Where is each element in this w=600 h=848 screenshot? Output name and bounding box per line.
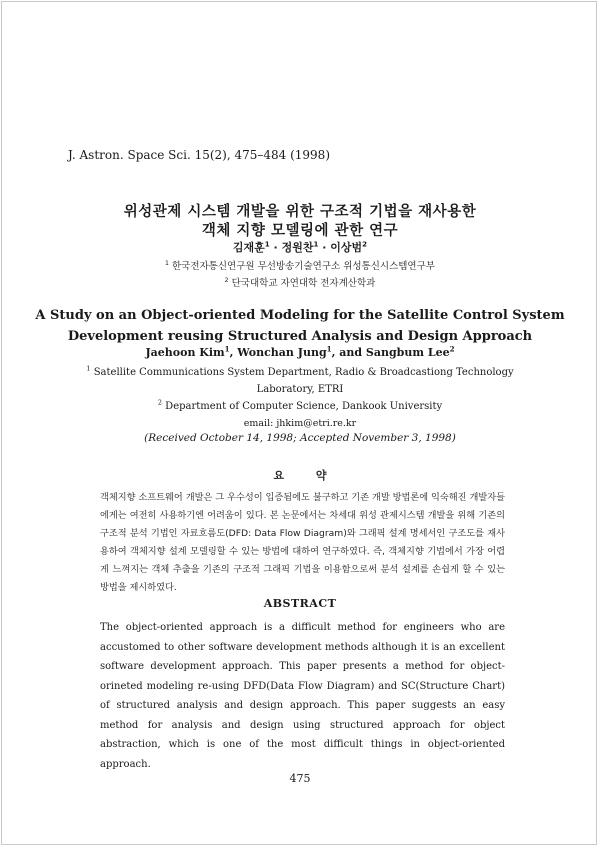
english-author-name: Wonchan Jung (237, 346, 327, 359)
english-abstract: The object-oriented approach is a difficult method for engineers who are accustomed to other software development methods although it is an excellent software development approach. This paper presents a method for object-orineted modeling re-using DFD(Data Flow Diagram) and SC(Structure Chart) of structured analysis and design approach. This paper suggests an easy method for analysis and design using structured approach for object abstraction, which is one of the most difficult things in object-oriented approach. (100, 622, 505, 770)
affiliation-marker: 1 (313, 239, 319, 249)
affiliation-marker: 2 (449, 344, 455, 354)
received-dates: (Received October 14, 1998; Accepted November 3, 1998) (144, 432, 456, 444)
english-title-line-1: A Study on an Object-oriented Modeling for the Satellite Control System (35, 308, 565, 323)
journal-citation: J. Astron. Space Sci. 15(2), 475–484 (1998) (68, 148, 330, 162)
affiliation-text: 단국대학교 자연대학 전자계산학과 (231, 278, 376, 289)
author-email: email: jhkim@etri.re.kr (243, 418, 357, 429)
korean-author-name: 정원찬 (281, 241, 314, 254)
affiliation-marker: 2 (224, 276, 229, 284)
korean-title-line-1: 위성관제 시스템 개발을 위한 구조적 기법을 재사용한 (123, 204, 477, 220)
english-author-name: Jaehoon Kim (145, 346, 225, 359)
affiliation-marker: 1 (264, 239, 270, 249)
korean-abstract: 객체지향 소프트웨어 개발은 그 우수성이 입증됨에도 불구하고 기존 개발 방법론에 익숙해진 개발자들에게는 여전히 사용하기엔 어려움이 있다. 본 논문에서는 차세대 위성 관제시스템 개발을 위해 기존의 구조적 분석 기법인 자료흐름도(DFD: Data Flow Diagram)와 그래픽 설계 명세서인 구조도를 재사용하여 객체지향 설계 모델링할 수 있는 방법에 대하여 연구하였다. 즉, 객체지향 기법에서 가장 어렵게 느껴지는 객체 추출을 기존의 구조적 그래픽 기법을 이용함으로써 분석 설계를 손쉽게 할 수 있는 방법을 제시하였다. (100, 492, 505, 593)
korean-affiliation-1 (0, 258, 600, 272)
page-number: 475 (289, 772, 311, 785)
affiliation-marker: 2 (362, 239, 368, 249)
author-separator: , (229, 346, 238, 359)
affiliation-marker: 1 (86, 364, 91, 373)
affiliation-marker: 2 (157, 398, 162, 407)
english-affiliation-2 (0, 398, 600, 415)
author-separator: · (318, 241, 331, 254)
korean-authors (0, 239, 600, 255)
affiliation-marker: 1 (224, 344, 230, 354)
english-affiliation-1-line-1 (0, 364, 600, 381)
english-author-name: Sangbum Lee (365, 346, 450, 359)
korean-title-line-2: 객체 지향 모델링에 관한 연구 (201, 223, 399, 239)
affiliation-marker: 1 (165, 259, 169, 267)
korean-author-name: 이상범 (330, 241, 363, 254)
affiliation-marker: 1 (326, 344, 332, 354)
affiliation-text: 한국전자통신연구원 무선방송기술연구소 위성통신시스템연구부 (171, 261, 435, 272)
english-affiliation-1-line-2: Laboratory, ETRI (256, 384, 344, 395)
korean-abstract-heading: 요 약 (273, 469, 327, 482)
english-title-line-2: Development reusing Structured Analysis and Design Approach (67, 329, 533, 344)
abstract-heading: ABSTRACT (263, 597, 337, 610)
affiliation-text: Satellite Communications System Department, Radio & Broadcastiong Technology (93, 367, 514, 378)
author-separator: , and (331, 346, 366, 359)
affiliation-text: Department of Computer Science, Dankook University (165, 401, 443, 412)
author-separator: · (269, 241, 282, 254)
english-authors (0, 346, 600, 359)
korean-affiliation-2 (0, 275, 600, 289)
korean-author-name: 김재훈 (232, 241, 265, 254)
